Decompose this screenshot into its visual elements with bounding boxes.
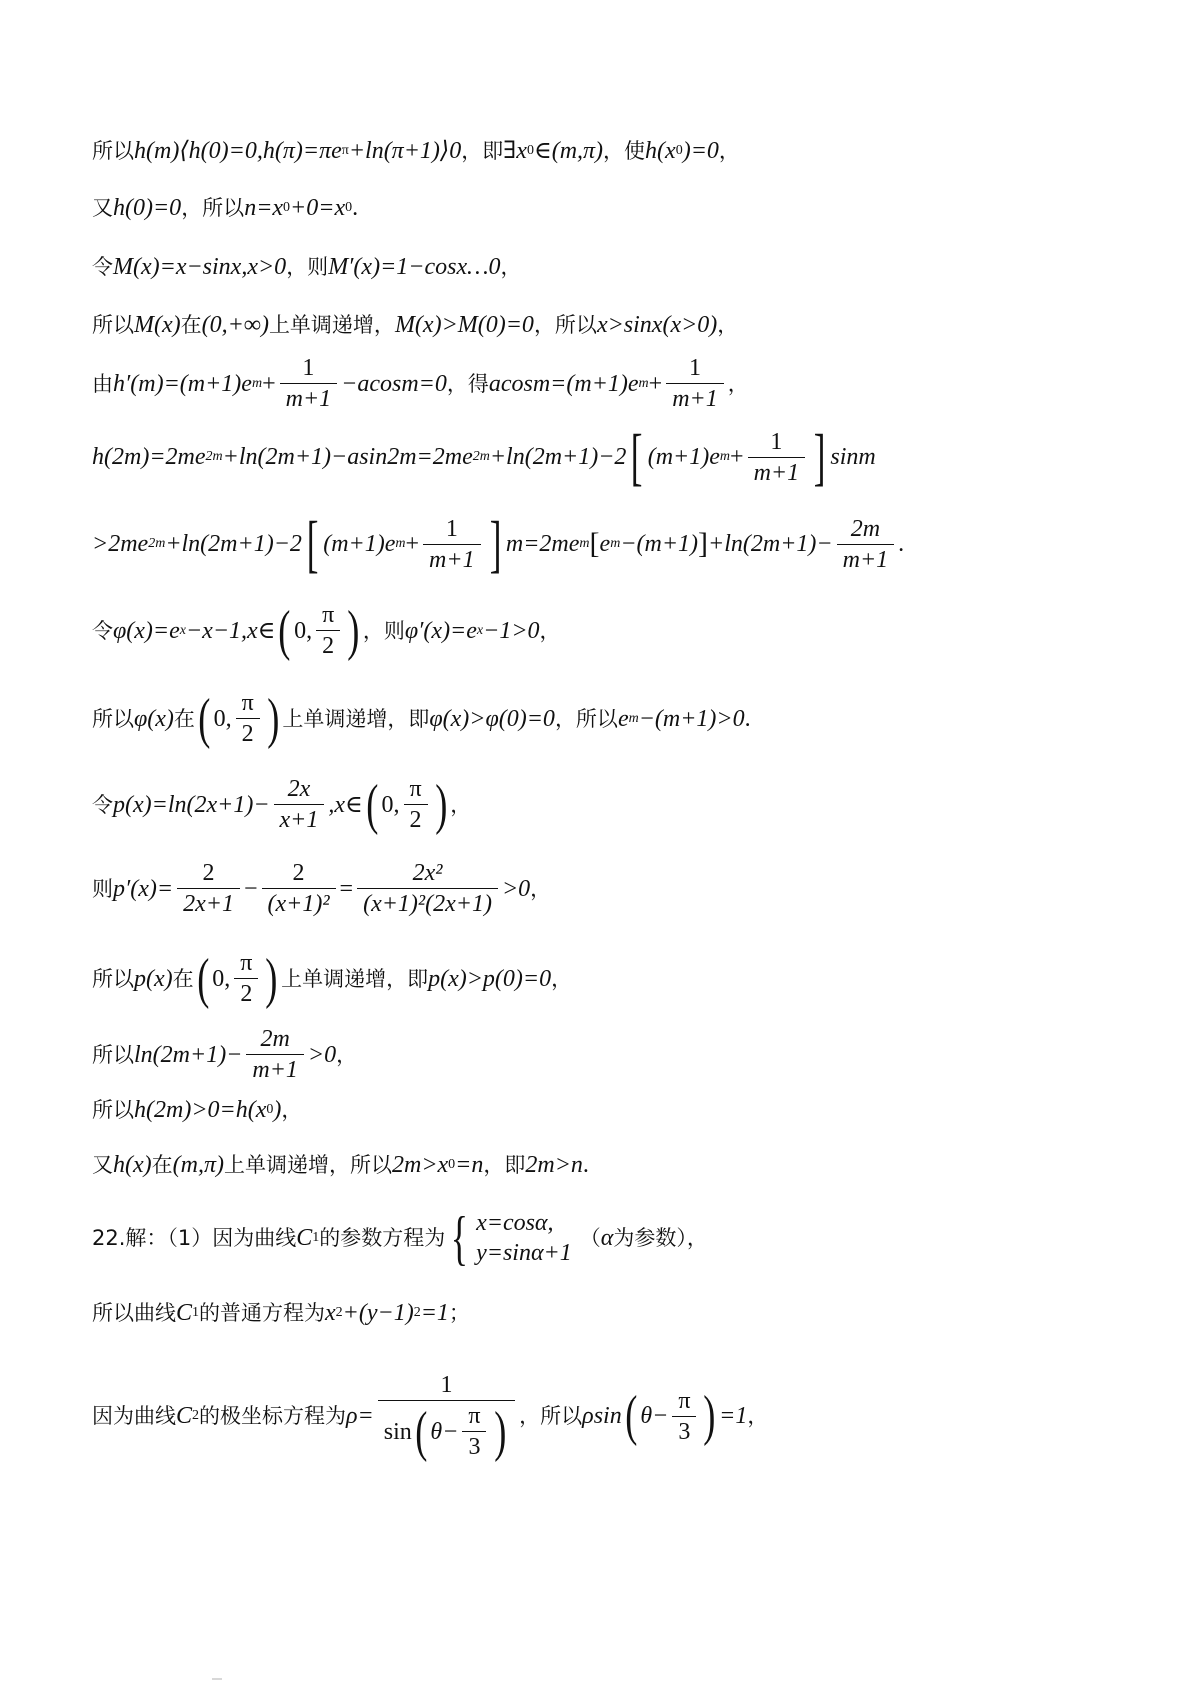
formula: sinm	[830, 444, 876, 470]
scan-mark	[212, 1678, 222, 1680]
numerator: 2x²	[412, 860, 443, 886]
denominator: 3	[462, 1431, 486, 1460]
formula: >0	[307, 1041, 337, 1068]
formula: e	[617, 705, 629, 732]
text: .	[352, 195, 359, 221]
text: 所以	[92, 139, 134, 163]
operator: =	[339, 875, 354, 902]
text: ，	[539, 618, 561, 643]
fraction	[378, 1372, 515, 1463]
equation-system	[476, 1208, 572, 1268]
text: 所以	[92, 313, 134, 337]
left-paren: (	[624, 1385, 638, 1447]
fraction	[316, 602, 340, 659]
denominator: 2x+1	[177, 888, 240, 917]
numerator: 2m	[850, 515, 881, 542]
text: 的极坐标方程为	[199, 1404, 347, 1428]
denominator: 3	[672, 1416, 696, 1445]
right-paren: )	[434, 773, 447, 836]
formula: C	[176, 1300, 193, 1326]
text: 在	[180, 313, 202, 337]
fraction	[462, 1403, 486, 1460]
formula: −acosm=0	[341, 370, 447, 397]
denominator	[378, 1400, 515, 1463]
numerator: 1	[302, 355, 315, 381]
text: 上单调递增，所以	[223, 1153, 392, 1177]
text: 所以	[92, 706, 134, 731]
line-12	[92, 947, 573, 1010]
formula: p(x)	[134, 965, 173, 992]
formula: φ(x)=e	[113, 617, 180, 644]
formula: )	[273, 1097, 282, 1123]
line-11	[92, 860, 551, 917]
numerator: 2x	[287, 776, 311, 802]
formula: −x−1,x∈	[185, 617, 276, 644]
text: ，所以	[181, 196, 245, 220]
fraction	[234, 950, 258, 1007]
fraction	[236, 690, 260, 747]
numerator: 1	[688, 355, 701, 381]
text: 由	[92, 371, 113, 396]
text: .	[898, 531, 905, 557]
fraction	[280, 355, 338, 412]
formula: 2m>x	[391, 1152, 449, 1178]
line-15: 又 h(x) 在 (m,π) 上单调递增，所以 2m>x 0 =n ，即 2m>n .	[92, 1152, 589, 1178]
text: 所以	[92, 1042, 134, 1067]
text: 令	[92, 792, 113, 817]
fraction	[666, 355, 724, 412]
text: ，即	[461, 139, 504, 163]
text: ，	[281, 1098, 303, 1122]
formula: −(m+1)	[620, 531, 699, 557]
formula: +ln(2m+1)−	[708, 531, 833, 557]
formula: M(x)=x−sinx,x>0	[113, 254, 287, 280]
formula: C	[176, 1403, 193, 1429]
text: 在	[173, 706, 195, 731]
operator: +	[648, 370, 663, 397]
formula: x	[325, 1300, 336, 1326]
line-7: >2me 2m +ln(2m+1)−2 [ (m+1)e m + $\frac{1}{m+1}$ ] m=2me m [ e m −(m+1) ] +ln(2m+1)− $\frac{2m}{m+1}$ .	[92, 508, 905, 579]
text: 因为曲线	[92, 1404, 176, 1428]
text: （	[579, 1226, 601, 1250]
text: 所以	[92, 966, 134, 991]
denominator: m+1	[666, 383, 724, 412]
numerator: 1	[770, 428, 783, 455]
right-paren: )	[265, 947, 278, 1010]
formula: +ln(2m+1)−asin2m=2me	[222, 444, 473, 470]
formula: +ln(2m+1)−2	[165, 531, 302, 557]
formula: acosm=(m+1)e	[488, 370, 639, 397]
left-brace: {	[451, 1205, 469, 1271]
numerator: π	[322, 602, 335, 628]
left-bracket: [	[306, 508, 319, 579]
line-16: 22.解：（1）因为曲线 C 1 的参数方程为 { x=cosα, y=sinα+1 （ α 为参数），	[92, 1205, 708, 1271]
numerator: π	[409, 776, 422, 802]
numerator: 2m	[260, 1026, 290, 1052]
line-13	[92, 1026, 357, 1083]
text: 上单调递增，	[268, 313, 395, 337]
formula: =1	[719, 1403, 748, 1429]
line-14: 所以 h(2m)>0=h(x 0 ) ，	[92, 1097, 303, 1123]
left-paren: (	[196, 947, 210, 1010]
fraction	[357, 860, 498, 917]
formula: M(x)>M(0)=0	[394, 312, 534, 338]
formula: x>sinx(x>0)	[596, 312, 718, 338]
text: 所以曲线	[92, 1301, 176, 1325]
text: 则	[92, 876, 113, 901]
line-5: 由 h′(m)=(m+1)e m + $\frac{1}{m+1}$ −acosm=0 ，得 acosm=(m+1)e m + $\frac{1}{m+1}$ ，	[92, 355, 749, 412]
denominator: x+1	[274, 804, 325, 833]
formula: φ(x)	[134, 705, 174, 732]
denominator: m+1	[748, 457, 806, 486]
formula: h(2m)=2me	[92, 444, 206, 470]
line-2: 又 h(0)=0 ，所以 n=x 0 +0=x 0 .	[92, 195, 359, 221]
line-9: 所以 φ(x) 在 ( 0, $\frac{\pi}{2}$ ) 上单调递增，即 φ(x)>φ(0)=0 ，所以 e m −(m+1)>0 .	[92, 687, 751, 750]
fraction	[837, 516, 895, 573]
left-paren: (	[198, 687, 211, 750]
formula: h(2m)>0=h(x	[134, 1097, 267, 1123]
text: ，即	[483, 1153, 526, 1177]
formula: h(0)=0	[113, 195, 182, 221]
formula: +(y−1)	[342, 1300, 414, 1326]
formula: p′(x)=	[113, 875, 174, 902]
fraction	[274, 776, 325, 833]
formula: )=0	[682, 138, 719, 164]
line-4	[92, 310, 738, 340]
formula: h′(m)=(m+1)e	[113, 370, 252, 397]
text: 的参数方程为	[319, 1226, 446, 1250]
numerator: π	[240, 950, 253, 976]
formula: −1>0	[483, 617, 540, 644]
left-paren: (	[366, 773, 379, 836]
text: ，则	[362, 618, 405, 643]
right-paren: )	[703, 1385, 716, 1447]
formula: >0	[501, 875, 531, 902]
text: 在	[172, 966, 194, 991]
formula: sin	[383, 1418, 412, 1445]
fraction	[403, 776, 427, 833]
formula: h(m)⟨h(0)=0,h(π)=πe	[134, 138, 342, 164]
line-3	[92, 252, 521, 282]
text: .	[744, 705, 751, 732]
fraction	[423, 516, 481, 573]
line-1: 所以 h(m)⟨h(0)=0,h(π)=πe π +ln(π+1)⟩0 ，即 ∃x 0 ∈(m,π) ，使 h(x 0 )=0 ，	[92, 138, 740, 164]
left-bracket: [	[631, 421, 643, 492]
text: ；	[448, 1301, 470, 1325]
numerator: 2	[292, 860, 305, 886]
operator: +	[262, 370, 276, 397]
left-bracket: [	[589, 527, 600, 560]
formula: ρsin	[582, 1403, 622, 1429]
formula: ∃x	[503, 138, 527, 164]
formula: M′(x)=1−cosx…0	[328, 254, 501, 280]
formula: ,x∈	[328, 791, 363, 818]
formula: =n	[455, 1152, 484, 1178]
operator: +	[405, 531, 420, 557]
formula: α	[600, 1225, 614, 1251]
text: 为参数），	[613, 1226, 708, 1250]
formula: (0,+∞)	[201, 312, 269, 338]
text: ，	[727, 371, 749, 396]
operator: +	[730, 444, 744, 470]
text: 在	[151, 1153, 173, 1177]
formula: ∈(m,π)	[533, 138, 604, 164]
formula: e	[599, 531, 611, 557]
text: 令	[92, 255, 113, 279]
formula: (m,π)	[172, 1152, 224, 1178]
right-paren: )	[347, 599, 360, 662]
text: ，	[747, 1404, 769, 1428]
numerator: 1	[440, 1372, 453, 1398]
formula: p(x)>p(0)=0	[428, 965, 552, 992]
denominator: m+1	[837, 544, 895, 573]
text: 上单调递增，即	[282, 706, 430, 731]
text: ，	[717, 313, 739, 337]
formula: 2m>n	[525, 1152, 583, 1178]
formula: n=x	[244, 195, 284, 221]
formula: 0,	[294, 617, 313, 644]
formula: +ln(2m+1)−2	[489, 444, 627, 470]
numerator: 2	[202, 860, 215, 886]
equation: y=sinα+1	[476, 1240, 572, 1266]
formula: =1	[420, 1300, 449, 1326]
fraction	[177, 860, 240, 917]
formula: ρ=	[346, 1403, 374, 1429]
text: ，所以	[533, 313, 597, 337]
right-bracket: ]	[489, 508, 502, 579]
numerator: π	[678, 1387, 691, 1414]
denominator: 2	[234, 978, 258, 1007]
line-8: 令 φ(x)=e x −x−1,x∈ ( 0, $\frac{\pi}{2}$ ) ，则 φ′(x)=e x −1>0 ，	[92, 599, 561, 662]
fraction	[246, 1026, 304, 1083]
formula: C	[296, 1225, 313, 1251]
formula: θ−	[430, 1418, 459, 1445]
fraction	[262, 860, 336, 917]
denominator: (x+1)²	[262, 888, 336, 917]
numerator: 1	[445, 515, 458, 542]
fraction	[748, 429, 806, 486]
text: ，则	[286, 255, 329, 279]
formula: (m+1)e	[323, 531, 396, 557]
text: ，	[551, 966, 573, 991]
formula: ln(2m+1)−	[134, 1041, 243, 1068]
text: 又	[92, 1153, 113, 1177]
text: 22.解：（1）因为曲线	[92, 1226, 297, 1250]
formula: φ′(x)=e	[404, 617, 477, 644]
fraction	[672, 1388, 696, 1445]
right-bracket: ]	[813, 421, 826, 492]
formula: M(x)	[134, 312, 181, 338]
text: ，所以	[554, 706, 618, 731]
formula: >2me	[92, 531, 149, 557]
numerator: π	[241, 690, 254, 716]
formula: −(m+1)>0	[638, 705, 745, 732]
text: ，所以	[519, 1404, 583, 1428]
equation: x=cosα,	[476, 1210, 554, 1236]
formula: +ln(π+1)⟩0	[348, 138, 462, 164]
numerator: π	[468, 1403, 481, 1429]
denominator: 2	[404, 804, 428, 833]
line-17: 所以曲线 C 1 的普通方程为 x 2 +(y−1) 2 =1 ；	[92, 1300, 470, 1326]
formula: p(x)=ln(2x+1)−	[113, 791, 270, 818]
formula: φ(x)>φ(0)=0	[429, 705, 555, 732]
formula: 0,	[213, 705, 232, 732]
text: ，得	[446, 371, 489, 396]
left-paren: (	[415, 1400, 428, 1463]
formula: (m+1)e	[647, 444, 720, 470]
text: 令	[92, 618, 113, 643]
text: ，	[530, 876, 552, 901]
text: ，	[336, 1042, 358, 1067]
denominator: 2	[316, 630, 340, 659]
formula: h(x	[645, 138, 676, 164]
denominator: m+1	[423, 544, 481, 573]
formula: 0,	[212, 965, 231, 992]
operator: −	[243, 875, 258, 902]
right-paren: )	[266, 687, 280, 750]
denominator: m+1	[280, 383, 338, 412]
line-6: h(2m)=2me 2m +ln(2m+1)−asin2m=2me 2m +ln(2m+1)−2 [ (m+1)e m + $\frac{1}{m+1}$ ] sinm	[92, 421, 876, 492]
text: ，	[450, 792, 472, 817]
denominator: (x+1)²(2x+1)	[357, 888, 498, 917]
formula: 0,	[381, 791, 400, 818]
line-10	[92, 773, 472, 836]
right-paren: )	[493, 1400, 506, 1463]
text: 所以	[92, 1098, 134, 1122]
denominator: m+1	[246, 1054, 304, 1083]
line-18: 因为曲线 C 2 的极坐标方程为 ρ= 1 sin ( θ− $\frac{\pi}{3}$ ) ，所以 ρsin ( θ− $\frac{\pi}{3}$ ) =1 ，	[92, 1372, 769, 1463]
text: ，	[718, 139, 740, 163]
text: 的普通方程为	[199, 1301, 326, 1325]
formula: θ−	[640, 1403, 669, 1429]
denominator: 2	[236, 718, 260, 747]
formula: +0=x	[290, 195, 346, 221]
right-bracket: ]	[698, 527, 709, 560]
text: ，	[500, 255, 522, 279]
text: .	[582, 1152, 589, 1178]
formula: h(x)	[113, 1152, 152, 1178]
left-paren: (	[278, 599, 291, 662]
formula: m=2me	[505, 531, 580, 557]
text: 又	[92, 196, 113, 220]
text: 上单调递增，即	[281, 966, 429, 991]
text: ，使	[603, 139, 646, 163]
